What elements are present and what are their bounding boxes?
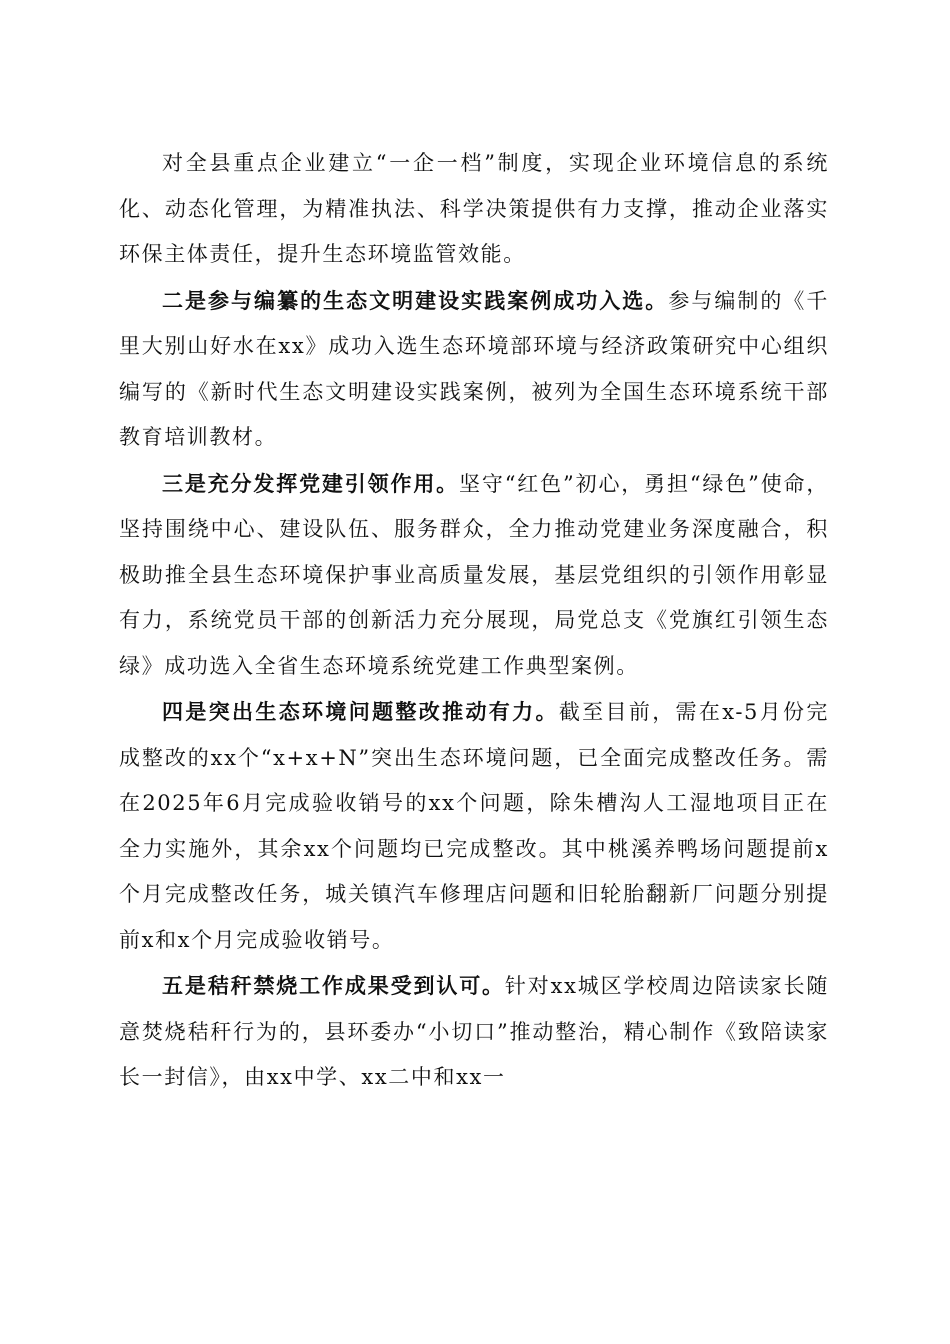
paragraph-5-lead: 五是秸秆禁烧工作成果受到认可。 — [162, 973, 505, 998]
paragraph-2 — [119, 278, 829, 461]
paragraph-2-lead: 二是参与编纂的生态文明建设实践案例成功入选。 — [162, 287, 669, 313]
paragraph-2-text: 参与编制的《千里大别山好水在xx》成功入选生态环境部环境与经济政策研究中心组织编写的《新时代生态文明建设实践案例，被列为全国生态环境系统干部教育培训教材。 — [119, 288, 829, 449]
paragraph-4 — [119, 689, 829, 963]
paragraph-4-lead: 四是突出生态环境问题整改推动有力。 — [162, 699, 559, 724]
paragraph-3-text: 坚守“红色”初心，勇担“绿色”使命，坚持围绕中心、建设队伍、服务群众，全力推动党建业务深度融合，积极助推全县生态环境保护事业高质量发展，基层党组织的引领作用彰显有力，系统党员干部的创新活力充分展现，局党总支《党旗红引领生态绿》成功选入全省生态环境系统党建工作典型案例。 — [119, 471, 829, 678]
paragraph-3 — [119, 461, 829, 690]
paragraph-4-text: 截至目前，需在x-5月份完成整改的xx个“x+x+N”突出生态环境问题，已全面完成整改任务。需在2025年6月完成验收销号的xx个问题，除朱槽沟人工湿地项目正在全力实施外，其余xx个问题均已完成整改。其中桃溪养鸭场问题提前x个月完成整改任务，城关镇汽车修理店问题和旧轮胎翻新厂问题分别提前x和x个月完成验收销号。 — [119, 700, 830, 952]
paragraph-5 — [119, 963, 829, 1101]
document-body — [119, 140, 829, 1101]
paragraph-5-text: 针对xx城区学校周边陪读家长随意焚烧秸秆行为的，县环委办“小切口”推动整治，精心制作《致陪读家长一封信》，由xx中学、xx二中和xx一 — [119, 974, 830, 1089]
paragraph-1-text: 对全县重点企业建立“一企一档”制度，实现企业环境信息的系统化、动态化管理，为精准执法、科学决策提供有力支撑，推动企业落实环保主体责任，提升生态环境监管效能。 — [119, 151, 829, 266]
paragraph-3-lead: 三是充分发挥党建引领作用。 — [162, 470, 460, 496]
paragraph-1 — [119, 140, 829, 278]
